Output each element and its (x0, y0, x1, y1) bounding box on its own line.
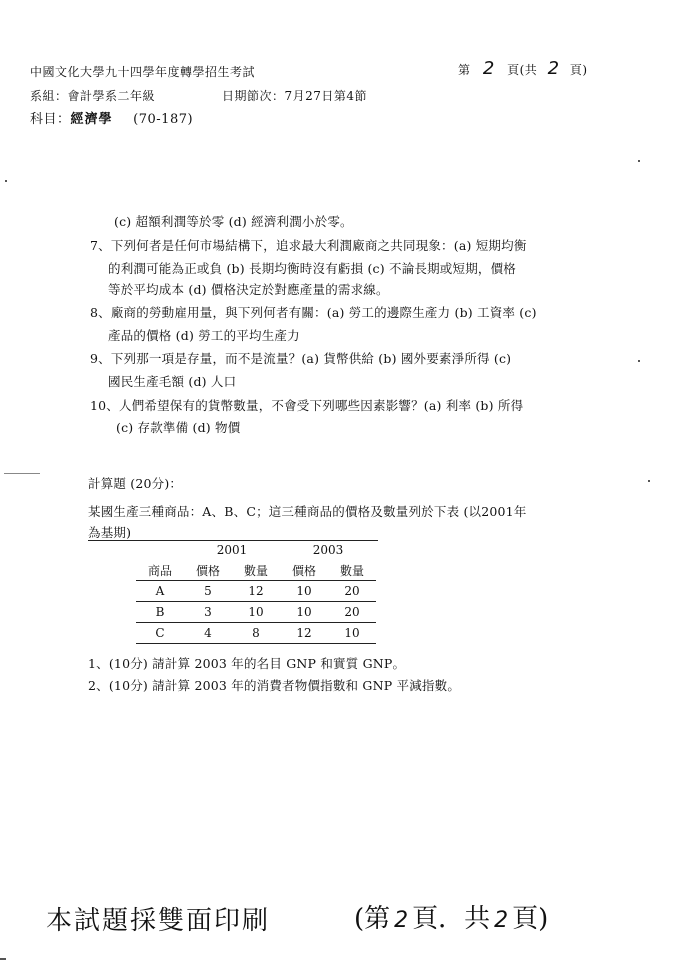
question-10-line-1: 10、人們希望保有的貨幣數量，不會受下列哪些因素影響？(a) 利率 (b) 所得 (90, 398, 524, 413)
subject-name: 經濟學 (70, 112, 113, 127)
subject-code: (70-187) (133, 112, 194, 127)
page-label-suffix: 頁) (569, 63, 588, 77)
calc-intro-line-1: 某國生產三種商品：A、B、C；這三種商品的價格及數量列於下表 (以2001年 (88, 504, 527, 519)
col-header: 價格 (280, 560, 328, 581)
table-row (136, 602, 376, 623)
footer-page-current-handwritten: 2 (394, 908, 409, 933)
subject-line (30, 108, 193, 127)
department: 系組：會計學系二年級 (30, 89, 156, 103)
table-row (136, 581, 376, 602)
scan-speck (638, 160, 640, 162)
col-header: 商品 (136, 560, 184, 581)
col-header: 數量 (232, 560, 280, 581)
page-label-prefix: 第 (458, 63, 471, 77)
table-cell: A (136, 581, 184, 602)
table-cell: 10 (280, 602, 328, 623)
scan-speck (0, 958, 6, 960)
year-2001: 2001 (216, 543, 248, 557)
table-cell: 8 (232, 623, 280, 644)
table-year-row (136, 540, 376, 560)
table-cell: 10 (280, 581, 328, 602)
scan-speck (5, 180, 7, 182)
table-cell: 10 (232, 602, 280, 623)
page-label-mid: 頁(共 (507, 63, 538, 77)
footer-page-close: 頁) (512, 904, 549, 934)
table-cell: C (136, 623, 184, 644)
subject-label: 科目： (30, 112, 71, 127)
table-header-row (136, 560, 376, 581)
question-8-line-1: 8、廠商的勞動雇用量，與下列何者有關：(a) 勞工的邊際生產力 (b) 工資率 (c) (90, 305, 537, 320)
footer-page (354, 898, 548, 935)
question-7-line-2: 的利潤可能為正或負 (b) 長期均衡時沒有虧損 (c) 不論長期或短期，價格 (108, 261, 517, 276)
calc-item-2: 2、(10分) 請計算 2003 年的消費者物價指數和 GNP 平減指數。 (88, 678, 461, 693)
question-10-line-2: (c) 存款準備 (d) 物價 (116, 420, 241, 435)
schedule: 日期節次：7月27日第4節 (222, 89, 368, 103)
table-cell: 10 (328, 623, 376, 644)
calc-heading: 計算題 (20分)： (88, 476, 183, 491)
col-header: 價格 (184, 560, 232, 581)
question-8-line-2: 產品的價格 (d) 勞工的平均生產力 (108, 328, 300, 343)
calc-item-1: 1、(10分) 請計算 2003 年的名目 GNP 和實質 GNP。 (88, 656, 406, 671)
question-9-line-2: 國民生產毛額 (d) 人口 (108, 374, 237, 389)
question-7-line-1: 7、下列何者是任何市場結構下，追求最大利潤廠商之共同現象：(a) 短期均衡 (90, 238, 527, 253)
table-cell: 20 (328, 581, 376, 602)
table-cell: 4 (184, 623, 232, 644)
footer-page-total-handwritten: 2 (494, 908, 509, 933)
table-cell: 12 (280, 623, 328, 644)
table-cell: 12 (232, 581, 280, 602)
table-cell: 20 (328, 602, 376, 623)
scan-speck (648, 480, 650, 482)
footer-note: 本試題採雙面印刷 (46, 906, 271, 936)
scan-speck (4, 473, 40, 474)
table-cell: 3 (184, 602, 232, 623)
question-7-line-3: 等於平均成本 (d) 價格決定於對應產量的需求線。 (108, 282, 389, 297)
question-9-line-1: 9、下列那一項是存量，而不是流量？(a) 貨幣供給 (b) 國外要素淨所得 (c) (90, 351, 512, 366)
calc-intro-line-2: 為基期) (88, 525, 132, 540)
question-6-tail: (c) 超額利潤等於零 (d) 經濟利潤小於零。 (114, 214, 353, 229)
table-row (136, 623, 376, 644)
page-indicator (458, 58, 588, 79)
page-current-handwritten: 2 (482, 58, 495, 79)
exam-title: 中國文化大學九十四學年度轉學招生考試 (30, 65, 256, 79)
scan-speck (638, 360, 640, 362)
price-quantity-table (136, 540, 376, 644)
footer-page-open: (第 (354, 904, 391, 934)
footer-page-mid: 頁．共 (412, 904, 491, 934)
table-cell: B (136, 602, 184, 623)
col-header: 數量 (328, 560, 376, 581)
year-2003: 2003 (312, 543, 344, 557)
page-total-handwritten: 2 (547, 58, 560, 79)
table-cell: 5 (184, 581, 232, 602)
